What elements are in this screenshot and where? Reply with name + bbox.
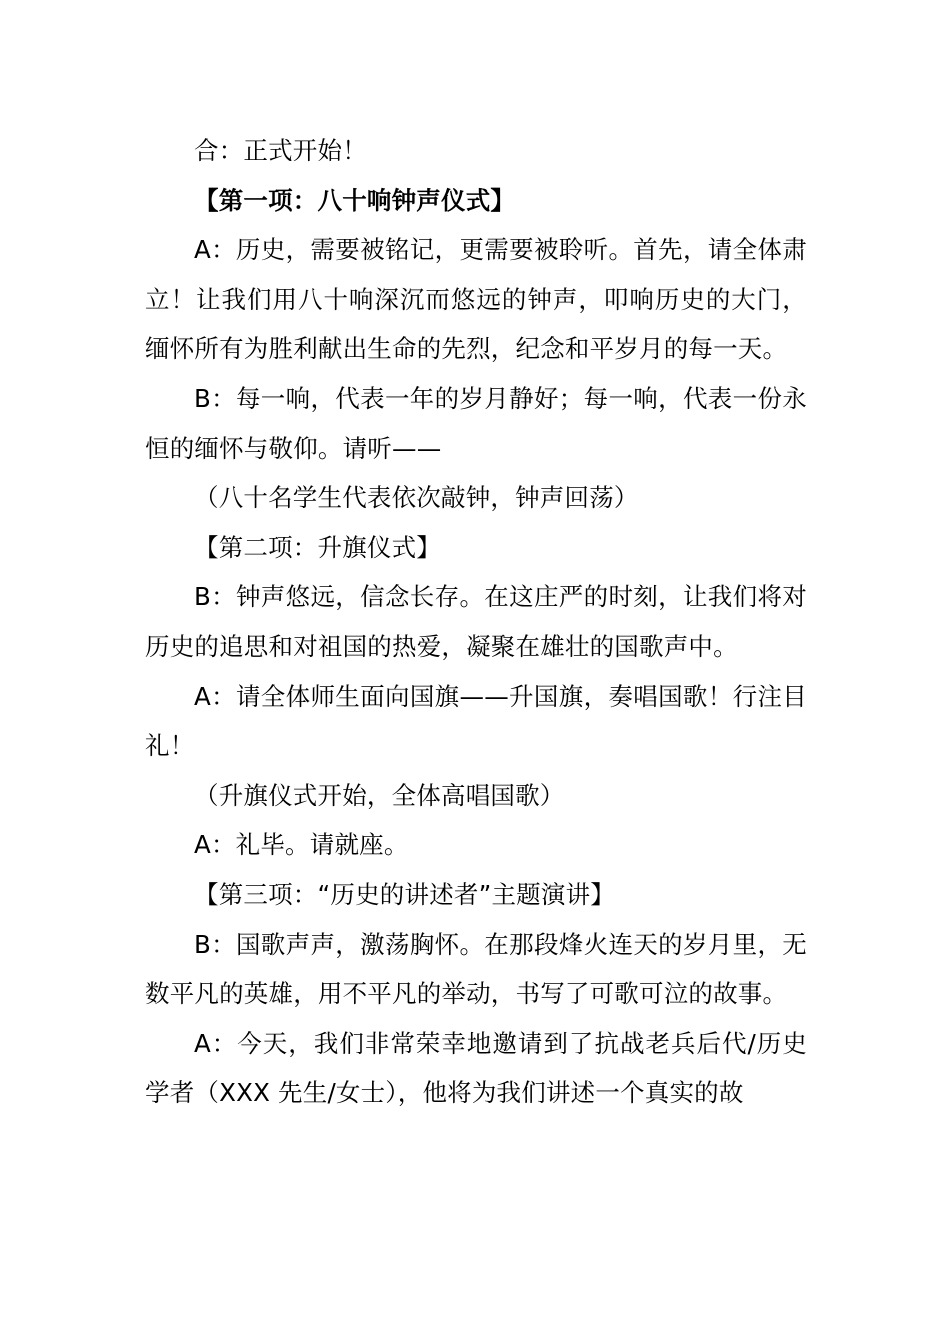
section-heading-speech: 【第三项：“历史的讲述者”主题演讲】 [194, 879, 615, 909]
paragraph-a-be-seated: A：礼毕。请就座。 [194, 830, 409, 860]
section-heading-flag-raising: 【第二项：升旗仪式】 [194, 532, 441, 562]
paragraph-opening: 合：正式开始！ [194, 136, 367, 165]
section-heading-bell-ceremony: 【第一项：八十响钟声仪式】 [194, 185, 516, 215]
paragraph-a-guest: A：今天，我们非常荣幸地邀请到了抗战老兵后代/历史学者（XXX 先生/女士），他将为我们讲述一个真实的故 [145, 1028, 807, 1108]
stage-direction-bell: （八十名学生代表依次敲钟，钟声回荡） [194, 483, 639, 513]
paragraph-b-bell-distant: B：钟声悠远，信念长存。在这庄严的时刻，让我们将对历史的追思和对祖国的热爱，凝聚在雄壮的国歌声中。 [145, 582, 807, 661]
paragraph-b-each-bell: B：每一响，代表一年的岁月静好；每一响，代表一份永恒的缅怀与敬仰。请听—— [145, 383, 807, 463]
stage-direction-flag: （升旗仪式开始，全体高唱国歌） [194, 780, 565, 810]
document-body [145, 126, 807, 1118]
paragraph-b-anthem: B：国歌声声，激荡胸怀。在那段烽火连天的岁月里，无数平凡的英雄，用不平凡的举动，书写了可歌可泣的故事。 [145, 929, 807, 1009]
paragraph-a-face-flag: A：请全体师生面向国旗——升国旗，奏唱国歌！行注目礼！ [145, 681, 807, 761]
paragraph-a-history: A：历史，需要被铭记，更需要被聆听。首先，请全体肃立！让我们用八十响深沉而悠远的钟声，叩响历史的大门，缅怀所有为胜利献出生命的先烈，纪念和平岁月的每一天。 [145, 235, 807, 364]
